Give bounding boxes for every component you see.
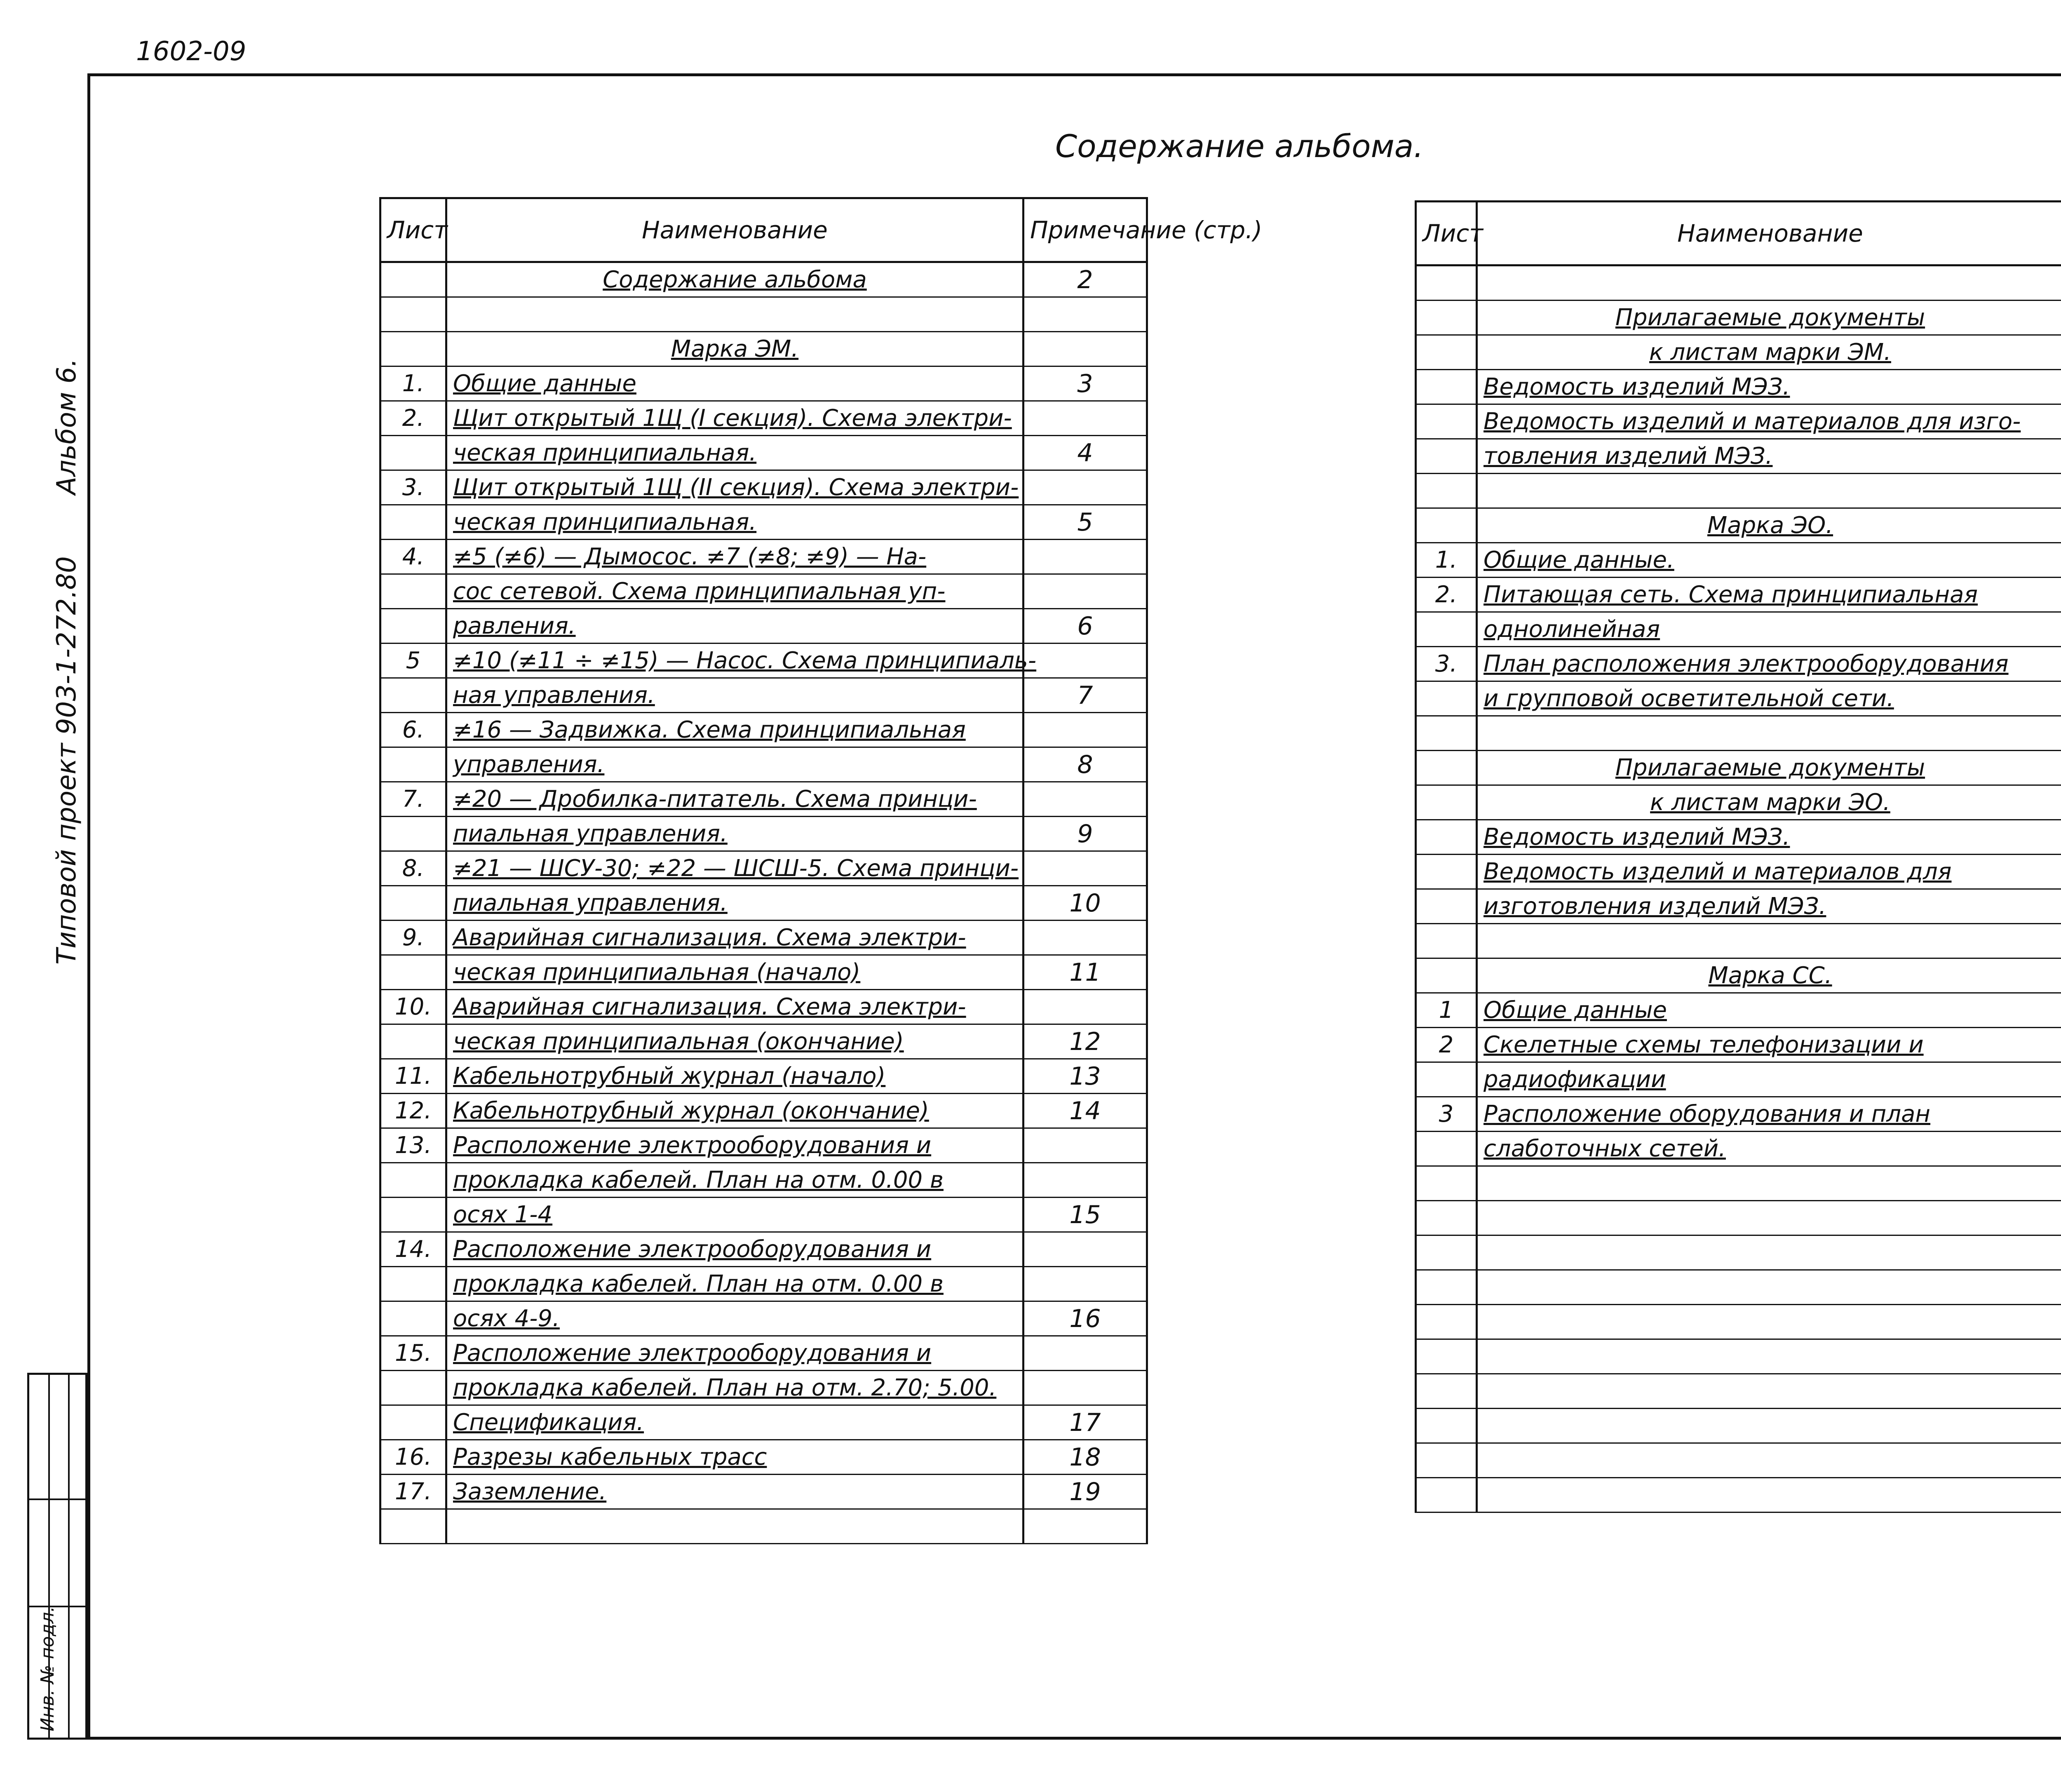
sheet-number-cell xyxy=(1416,1305,1477,1339)
page-number-cell: 5 xyxy=(1023,505,1147,540)
table-row xyxy=(1416,1062,2061,1097)
table-row xyxy=(380,262,1147,297)
table-row xyxy=(380,955,1147,990)
item-name-cell: Ведомость изделий и материалов для изго- xyxy=(1477,404,2061,439)
item-name-cell: ческая принципиальная (окончание) xyxy=(446,1024,1023,1059)
sheet-number-cell: 13. xyxy=(380,1128,446,1163)
page-number-cell: 10 xyxy=(1023,886,1147,921)
table-row xyxy=(380,1336,1147,1371)
table-row xyxy=(1416,370,2061,404)
item-name-cell xyxy=(1477,1235,2061,1270)
table-row xyxy=(380,297,1147,332)
table-row xyxy=(380,1094,1147,1128)
sheet-number-cell xyxy=(1416,1062,1477,1097)
sheet-number-cell: 3 xyxy=(1416,1097,1477,1132)
sheet-number-cell xyxy=(380,1371,446,1405)
table-row xyxy=(380,332,1147,366)
table-row xyxy=(380,1475,1147,1509)
table-row xyxy=(1416,612,2061,647)
item-name-cell: пиальная управления. xyxy=(446,817,1023,851)
sheet-number-cell: 5 xyxy=(380,644,446,678)
item-name-cell: Разрезы кабельных трасс xyxy=(446,1440,1023,1475)
sheet-number-cell xyxy=(1416,785,1477,820)
page-number-cell: 11 xyxy=(1023,955,1147,990)
table-row xyxy=(1416,1028,2061,1062)
item-name-cell: Общие данные xyxy=(446,366,1023,401)
table-row xyxy=(380,1163,1147,1198)
sheet-number-cell: 7. xyxy=(380,782,446,817)
sheet-number-cell xyxy=(1416,889,1477,924)
table-row xyxy=(380,851,1147,886)
page-number-cell xyxy=(1023,332,1147,366)
item-name-cell xyxy=(1477,1478,2061,1513)
sheet-number-cell: 4. xyxy=(380,540,446,574)
sheet-number-cell xyxy=(1416,681,1477,716)
sheet-number-cell: 16. xyxy=(380,1440,446,1475)
item-name-cell: Аварийная сигнализация. Схема электри- xyxy=(446,990,1023,1024)
page-number-cell: 15 xyxy=(1023,1198,1147,1232)
sheet-number-cell xyxy=(380,297,446,332)
document-code: 1602-09 xyxy=(136,36,246,67)
sheet-number-cell xyxy=(380,1267,446,1301)
item-name-cell: пиальная управления. xyxy=(446,886,1023,921)
sheet-number-cell: 2 xyxy=(1416,1028,1477,1062)
contents-table-right xyxy=(1415,200,2061,1513)
table-row xyxy=(1416,439,2061,474)
sheet-number-cell xyxy=(1416,301,1477,335)
sheet-number-cell: 6. xyxy=(380,713,446,747)
page-number-cell: 6 xyxy=(1023,609,1147,644)
item-name-cell xyxy=(1477,1409,2061,1443)
table-header-row xyxy=(1416,202,2061,265)
sheet-number-cell xyxy=(1416,924,1477,958)
sheet-number-cell xyxy=(380,332,446,366)
sheet-number-cell: 10. xyxy=(380,990,446,1024)
table-row xyxy=(380,366,1147,401)
item-name-cell: прокладка кабелей. План на отм. 0.00 в xyxy=(446,1267,1023,1301)
item-name-cell: Ведомость изделий МЭЗ. xyxy=(1477,820,2061,855)
item-name-cell: Кабельнотрубный журнал (начало) xyxy=(446,1059,1023,1094)
sheet-number-cell xyxy=(380,262,446,297)
item-name-cell: ≠10 (≠11 ÷ ≠15) — Насос. Схема принципиаль- xyxy=(446,644,1023,678)
page-number-cell xyxy=(1023,297,1147,332)
sheet-number-cell xyxy=(1416,751,1477,785)
table-row xyxy=(380,609,1147,644)
item-name-cell: управления. xyxy=(446,747,1023,782)
page-number-cell: 13 xyxy=(1023,1059,1147,1094)
item-name-cell xyxy=(1477,924,2061,958)
page-number-cell xyxy=(1023,851,1147,886)
column-header-name: Наименование xyxy=(446,198,1023,262)
table-row xyxy=(1416,1166,2061,1201)
sheet-number-cell xyxy=(380,1405,446,1440)
sheet-number-cell: 1. xyxy=(1416,543,1477,578)
item-name-cell: Расположение электрооборудования и xyxy=(446,1336,1023,1371)
table-header-row xyxy=(380,198,1147,262)
sheet-number-cell xyxy=(1416,612,1477,647)
page-number-cell: 16 xyxy=(1023,1301,1147,1336)
item-name-cell: ≠20 — Дробилка-питатель. Схема принци- xyxy=(446,782,1023,817)
page-number-cell: 19 xyxy=(1023,1475,1147,1509)
sheet-number-cell: 2. xyxy=(1416,578,1477,612)
item-name-cell xyxy=(1477,1201,2061,1235)
table-row xyxy=(380,921,1147,955)
project-label: Типовой проект 903-1-272.80 xyxy=(52,556,82,965)
page-number-cell xyxy=(1023,713,1147,747)
sheet-number-cell xyxy=(380,886,446,921)
table-row xyxy=(380,782,1147,817)
item-name-cell: Аварийная сигнализация. Схема электри- xyxy=(446,921,1023,955)
sheet-number-cell xyxy=(380,955,446,990)
item-name-cell: товления изделий МЭЗ. xyxy=(1477,439,2061,474)
item-name-cell: сос сетевой. Схема принципиальная уп- xyxy=(446,574,1023,609)
item-name-cell: Марка СС. xyxy=(1477,958,2061,993)
table-row xyxy=(1416,1305,2061,1339)
page-number-cell: 8 xyxy=(1023,747,1147,782)
item-name-cell: Кабельнотрубный журнал (окончание) xyxy=(446,1094,1023,1128)
sheet-number-cell xyxy=(380,505,446,540)
sheet-number-cell xyxy=(380,1198,446,1232)
table-row xyxy=(380,470,1147,505)
item-name-cell: Питающая сеть. Схема принципиальная xyxy=(1477,578,2061,612)
column-header-name: Наименование xyxy=(1477,202,2061,265)
inventory-stamp-label: Инв. № подл. xyxy=(37,1606,58,1731)
sheet-number-cell: 11. xyxy=(380,1059,446,1094)
item-name-cell: Спецификация. xyxy=(446,1405,1023,1440)
table-row xyxy=(1416,993,2061,1028)
page-number-cell xyxy=(1023,990,1147,1024)
sheet-number-cell xyxy=(1416,439,1477,474)
page-number-cell: 9 xyxy=(1023,817,1147,851)
sheet-number-cell xyxy=(1416,370,1477,404)
table-row xyxy=(1416,1409,2061,1443)
table-row xyxy=(1416,958,2061,993)
page-number-cell xyxy=(1023,540,1147,574)
table-row xyxy=(1416,404,2061,439)
sheet-number-cell: 3. xyxy=(1416,647,1477,681)
page-number-cell: 7 xyxy=(1023,678,1147,713)
table-row xyxy=(380,1059,1147,1094)
sheet-number-cell: 14. xyxy=(380,1232,446,1267)
table-row xyxy=(380,817,1147,851)
sheet-number-cell xyxy=(1416,1201,1477,1235)
page-number-cell: 14 xyxy=(1023,1094,1147,1128)
page-number-cell xyxy=(1023,1128,1147,1163)
item-name-cell: осях 4-9. xyxy=(446,1301,1023,1336)
item-name-cell: Содержание альбома xyxy=(446,262,1023,297)
table-row xyxy=(1416,1097,2061,1132)
sheet-number-cell xyxy=(1416,1339,1477,1374)
page-number-cell xyxy=(1023,401,1147,436)
table-row xyxy=(380,747,1147,782)
sheet-number-cell xyxy=(1416,1166,1477,1201)
item-name-cell: Ведомость изделий и материалов для xyxy=(1477,855,2061,889)
sheet-number-cell xyxy=(1416,1478,1477,1513)
table-row xyxy=(1416,1235,2061,1270)
item-name-cell: Прилагаемые документы xyxy=(1477,751,2061,785)
table-row xyxy=(380,644,1147,678)
table-row xyxy=(380,1301,1147,1336)
item-name-cell xyxy=(1477,1443,2061,1478)
item-name-cell: Марка ЭО. xyxy=(1477,508,2061,543)
table-row xyxy=(380,401,1147,436)
sheet-number-cell: 1. xyxy=(380,366,446,401)
page-title: Содержание альбома. xyxy=(1055,128,1424,164)
item-name-cell: равления. xyxy=(446,609,1023,644)
page-number-cell: 4 xyxy=(1023,436,1147,470)
sheet-number-cell xyxy=(1416,820,1477,855)
sheet-number-cell xyxy=(380,1024,446,1059)
column-header-note: Примечание (стр.) xyxy=(1023,198,1147,262)
sheet-number-cell xyxy=(380,678,446,713)
sheet-number-cell xyxy=(1416,1270,1477,1305)
item-name-cell xyxy=(1477,474,2061,508)
table-row xyxy=(1416,820,2061,855)
item-name-cell: Общие данные. xyxy=(1477,543,2061,578)
page-number-cell xyxy=(1023,921,1147,955)
item-name-cell: и групповой осветительной сети. xyxy=(1477,681,2061,716)
sheet-number-cell xyxy=(1416,958,1477,993)
sheet-number-cell xyxy=(1416,1132,1477,1166)
item-name-cell: Скелетные схемы телефонизации и xyxy=(1477,1028,2061,1062)
page-number-cell xyxy=(1023,782,1147,817)
sheet-number-cell xyxy=(1416,1409,1477,1443)
page-number-cell xyxy=(1023,1163,1147,1198)
page-number-cell: 2 xyxy=(1023,262,1147,297)
sheet-number-cell: 17. xyxy=(380,1475,446,1509)
table-row xyxy=(1416,647,2061,681)
item-name-cell: Щит открытый 1Щ (II секция). Схема электри- xyxy=(446,470,1023,505)
item-name-cell: осях 1-4 xyxy=(446,1198,1023,1232)
table-row xyxy=(380,1024,1147,1059)
item-name-cell: к листам марки ЭМ. xyxy=(1477,335,2061,370)
sheet-number-cell: 2. xyxy=(380,401,446,436)
item-name-cell: Ведомость изделий МЭЗ. xyxy=(1477,370,2061,404)
page-number-cell: 18 xyxy=(1023,1440,1147,1475)
table-row xyxy=(380,574,1147,609)
item-name-cell: ческая принципиальная (начало) xyxy=(446,955,1023,990)
sheet-number-cell xyxy=(380,574,446,609)
table-row xyxy=(380,1128,1147,1163)
sheet-number-cell xyxy=(1416,1374,1477,1409)
sheet-number-cell xyxy=(1416,716,1477,751)
table-row xyxy=(1416,301,2061,335)
sheet-number-cell xyxy=(1416,1443,1477,1478)
item-name-cell: ≠16 — Задвижка. Схема принципиальная xyxy=(446,713,1023,747)
item-name-cell xyxy=(446,1509,1023,1544)
item-name-cell xyxy=(1477,1305,2061,1339)
table-row xyxy=(1416,508,2061,543)
table-row xyxy=(380,990,1147,1024)
sheet-number-cell: 9. xyxy=(380,921,446,955)
sheet-number-cell xyxy=(380,817,446,851)
table-row xyxy=(1416,1270,2061,1305)
table-row xyxy=(380,1198,1147,1232)
item-name-cell: ≠5 (≠6) — Дымосос. ≠7 (≠8; ≠9) — На- xyxy=(446,540,1023,574)
item-name-cell: Расположение электрооборудования и xyxy=(446,1128,1023,1163)
table-row xyxy=(1416,716,2061,751)
table-row xyxy=(1416,474,2061,508)
item-name-cell: радиофикации xyxy=(1477,1062,2061,1097)
page-number-cell xyxy=(1023,1232,1147,1267)
item-name-cell xyxy=(1477,1374,2061,1409)
table-row xyxy=(1416,578,2061,612)
contents-table-left xyxy=(379,197,1263,1544)
item-name-cell xyxy=(1477,716,2061,751)
sheet-number-cell: 8. xyxy=(380,851,446,886)
table-row xyxy=(380,505,1147,540)
table-row xyxy=(380,678,1147,713)
column-header-sheet: Лист xyxy=(380,198,446,262)
table-row xyxy=(380,540,1147,574)
item-name-cell: ≠21 — ШСУ-30; ≠22 — ШСШ-5. Схема принци- xyxy=(446,851,1023,886)
table-row xyxy=(1416,1132,2061,1166)
sheet-number-cell xyxy=(380,609,446,644)
item-name-cell: ческая принципиальная. xyxy=(446,436,1023,470)
sheet-number-cell xyxy=(380,1163,446,1198)
table-row xyxy=(380,713,1147,747)
sheet-number-cell: 3. xyxy=(380,470,446,505)
item-name-cell: Заземление. xyxy=(446,1475,1023,1509)
sheet-number-cell xyxy=(380,1301,446,1336)
page-number-cell: 12 xyxy=(1023,1024,1147,1059)
item-name-cell: прокладка кабелей. План на отм. 0.00 в xyxy=(446,1163,1023,1198)
table-row xyxy=(1416,1443,2061,1478)
table-row xyxy=(380,1440,1147,1475)
sheet-number-cell xyxy=(1416,335,1477,370)
item-name-cell: однолинейная xyxy=(1477,612,2061,647)
sheet-number-cell xyxy=(1416,1235,1477,1270)
column-header-sheet: Лист xyxy=(1416,202,1477,265)
page-number-cell xyxy=(1023,1267,1147,1301)
item-name-cell: Щит открытый 1Щ (I секция). Схема электри- xyxy=(446,401,1023,436)
sheet-number-cell xyxy=(1416,855,1477,889)
table-row xyxy=(380,1509,1147,1544)
item-name-cell: План расположения электрооборудования xyxy=(1477,647,2061,681)
table-row xyxy=(1416,265,2061,301)
sheet-number-cell xyxy=(1416,474,1477,508)
page-number-cell xyxy=(1023,1371,1147,1405)
album-label: Альбом 6. xyxy=(52,358,82,495)
item-name-cell: Расположение электрооборудования и xyxy=(446,1232,1023,1267)
item-name-cell xyxy=(446,297,1023,332)
item-name-cell xyxy=(1477,1270,2061,1305)
page-number-cell: 17 xyxy=(1023,1405,1147,1440)
page-number-cell xyxy=(1023,1509,1147,1544)
item-name-cell: Прилагаемые документы xyxy=(1477,301,2061,335)
page-number-cell xyxy=(1023,644,1147,678)
page-number-cell xyxy=(1023,470,1147,505)
table-row xyxy=(1416,335,2061,370)
table-row xyxy=(1416,1374,2061,1409)
item-name-cell: ная управления. xyxy=(446,678,1023,713)
table-row xyxy=(1416,924,2061,958)
page-number-cell xyxy=(1023,574,1147,609)
item-name-cell: прокладка кабелей. План на отм. 2.70; 5.00. xyxy=(446,1371,1023,1405)
item-name-cell: Общие данные xyxy=(1477,993,2061,1028)
sheet-number-cell xyxy=(380,436,446,470)
item-name-cell: к листам марки ЭО. xyxy=(1477,785,2061,820)
sheet-number-cell: 15. xyxy=(380,1336,446,1371)
sheet-number-cell: 12. xyxy=(380,1094,446,1128)
table-row xyxy=(380,1405,1147,1440)
item-name-cell xyxy=(1477,1339,2061,1374)
table-row xyxy=(1416,1478,2061,1513)
item-name-cell: Марка ЭМ. xyxy=(446,332,1023,366)
table-row xyxy=(380,1267,1147,1301)
item-name-cell: слаботочных сетей. xyxy=(1477,1132,2061,1166)
sheet-number-cell xyxy=(1416,508,1477,543)
table-row xyxy=(1416,855,2061,889)
item-name-cell: Расположение оборудования и план xyxy=(1477,1097,2061,1132)
sheet-number-cell: 1 xyxy=(1416,993,1477,1028)
table-row xyxy=(1416,681,2061,716)
table-row xyxy=(380,436,1147,470)
table-row xyxy=(380,1232,1147,1267)
item-name-cell xyxy=(1477,265,2061,301)
table-row xyxy=(380,886,1147,921)
table-row xyxy=(1416,751,2061,785)
sheet-number-cell xyxy=(380,1509,446,1544)
table-row xyxy=(1416,785,2061,820)
sheet-number-cell xyxy=(1416,265,1477,301)
sheet-number-cell xyxy=(1416,404,1477,439)
table-row xyxy=(1416,1339,2061,1374)
table-row xyxy=(1416,889,2061,924)
table-row xyxy=(380,1371,1147,1405)
item-name-cell xyxy=(1477,1166,2061,1201)
page-number-cell xyxy=(1023,1336,1147,1371)
item-name-cell: изготовления изделий МЭЗ. xyxy=(1477,889,2061,924)
page-number-cell: 3 xyxy=(1023,366,1147,401)
table-row xyxy=(1416,1201,2061,1235)
sheet-number-cell xyxy=(380,747,446,782)
table-row xyxy=(1416,543,2061,578)
item-name-cell: ческая принципиальная. xyxy=(446,505,1023,540)
